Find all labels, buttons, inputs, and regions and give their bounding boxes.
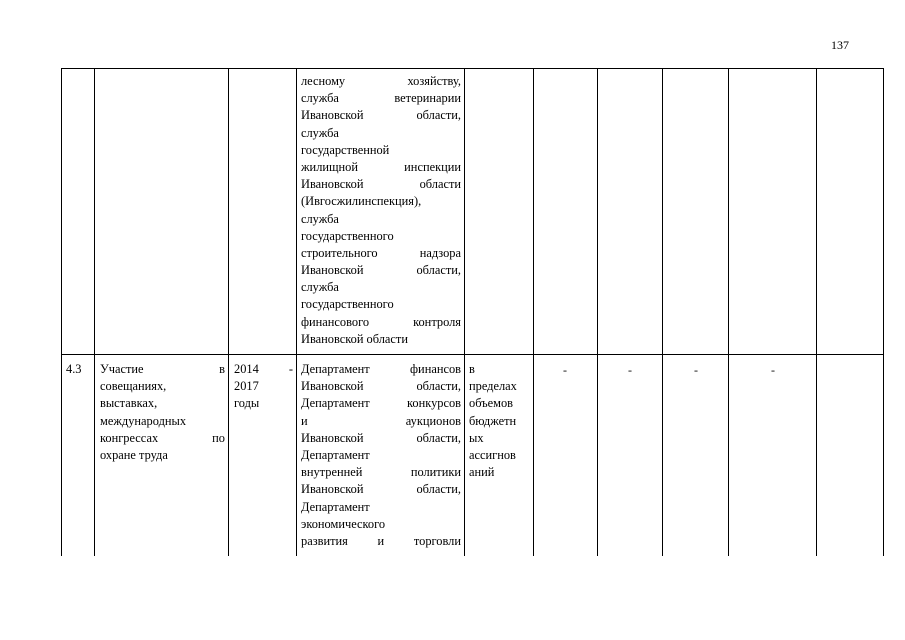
text-line: государственного [301,297,394,312]
text-line: внутренней политики [301,465,461,480]
text-line: выставках, [100,396,158,411]
text-line: бюджетн [469,413,517,428]
text-line: развития и торговли [301,533,461,548]
text-line: Департамент конкурсов [301,396,461,411]
text-line: Ивановской области, [301,263,461,278]
row-number-cell [66,361,92,378]
text-line: международных [100,413,187,428]
value-cell-1: - [563,363,567,377]
text-line: служба ветеринарии [301,91,461,106]
text-line: 2017 [234,379,259,394]
text-line: служба [301,125,339,140]
executors-cell [301,361,461,550]
col-border-6 [533,68,534,556]
text-line: ых [469,430,484,445]
activity-cell [100,361,225,464]
text-line: Ивановской области, [301,482,461,497]
text-line: государственной [301,142,390,157]
text-line: ассигнов [469,447,516,462]
text-line: финансового контроля [301,314,461,329]
col-border-2 [94,68,95,556]
text-line: годы [234,396,260,411]
text-line: совещаниях, [100,379,167,394]
text-line: Ивановской области [301,177,461,192]
row-number: 4.3 [66,362,82,376]
text-line: Ивановской области, [301,379,461,394]
table-top-border [61,68,884,69]
continued-executors-cell [301,73,461,348]
period-cell [234,361,293,413]
text-line: государственного [301,228,394,243]
value-cell-3: - [694,363,698,377]
text-line: жилищной инспекции [301,159,461,174]
row-separator [61,354,884,355]
text-line: 2014 - [234,362,293,376]
col-border-10 [816,68,817,556]
col-border-3 [228,68,229,556]
text-line: лесному хозяйству, [301,74,461,88]
text-line: пределах [469,379,517,394]
text-line: экономического [301,516,386,531]
text-line: объемов [469,396,513,411]
value-cell-2: - [628,363,632,377]
text-line: Участие в [100,362,225,376]
text-line: Ивановской области [301,331,408,346]
page-number: 137 [831,38,849,52]
text-line: и аукционов [301,413,461,428]
col-border-7 [597,68,598,556]
col-border-8 [662,68,663,556]
col-border-4 [296,68,297,556]
col-border-11 [883,68,884,556]
text-line: служба [301,211,339,226]
text-line: строительного надзора [301,245,461,260]
text-line: Департамент [301,499,370,514]
text-line: конгрессах по [100,430,225,445]
text-line: охране труда [100,447,168,462]
col-border-5 [464,68,465,556]
value-cell-4: - [771,363,775,377]
text-line: Департамент [301,447,370,462]
text-line: (Ивгосжилинспекция), [301,194,422,209]
funding-cell [469,361,531,481]
text-line: служба [301,280,339,295]
text-line: аний [469,465,495,480]
text-line: в [469,362,475,376]
text-line: Ивановской области, [301,108,461,123]
col-border-1 [61,68,62,556]
col-border-9 [728,68,729,556]
text-line: Ивановской области, [301,430,461,445]
text-line: Департамент финансов [301,362,461,376]
